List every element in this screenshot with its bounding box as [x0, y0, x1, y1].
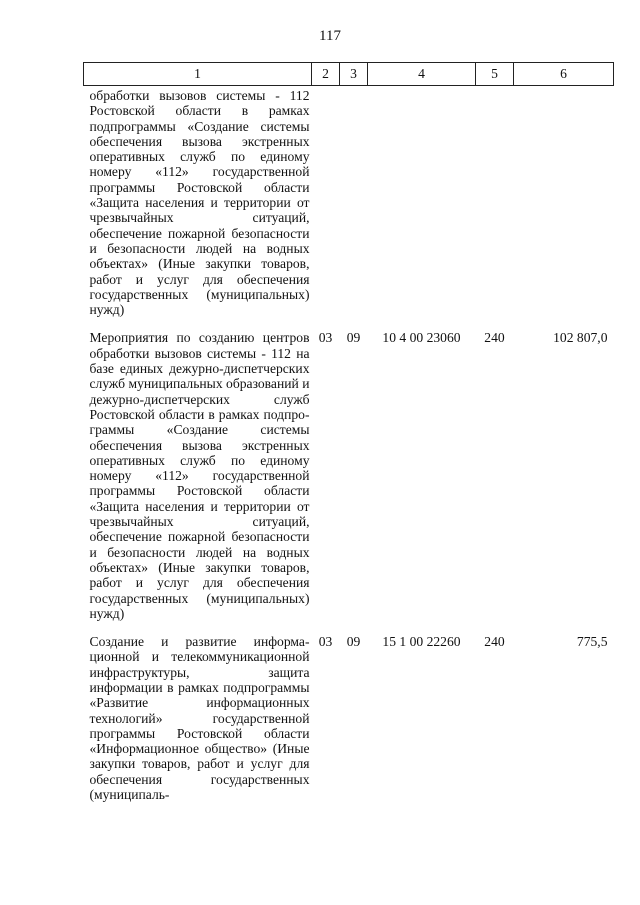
- table-row: [84, 317, 614, 621]
- row-description: Создание и развитие информационной и телекоммуникационной инфраструктуры, защита информации в рамках подпрограммы «Развитие информационных технологий» государственной программы Ростовской области «Информационное общество» (Иные закупки товаров, работ и услуг для обеспечения государственных (муниципаль-: [89, 634, 310, 803]
- table-row: [84, 86, 614, 318]
- row-target-article-code: 10 4 00 23060: [382, 330, 461, 346]
- row-target-article-code: [368, 86, 476, 318]
- column-header-2: 2: [312, 63, 340, 86]
- row-expense-type-code: [476, 86, 514, 318]
- row-amount: [514, 86, 614, 318]
- row-amount: 102 807,0: [553, 330, 608, 346]
- row-subsection-code: 09: [346, 634, 361, 650]
- row-expense-type-code: 240: [484, 634, 505, 650]
- table-row: [84, 621, 614, 802]
- row-section-code: 03: [318, 330, 333, 346]
- column-header-6: 6: [514, 63, 614, 86]
- page-number: 117: [319, 28, 341, 44]
- row-description: Мероприятия по созданию центров обработки вызовов системы - 112 на базе единых дежурно-диспетчерских служб муниципальных образований и дежурно-диспетчерских служб Ростовской области в рамках подпрограммы «Создание системы обеспечения вызова экстренных оперативных служб по единому номеру «112» государственной программы Ростовской области «Защита населения и территории от чрезвычайных ситуаций, обеспечение пожарной безопасности и безопасности людей на водных объектах» (Иные закупки товаров, работ и услуг для обеспечения государственных (муниципальных) нужд): [89, 330, 310, 621]
- row-amount: 775,5: [576, 634, 608, 650]
- row-section-code: [312, 86, 340, 318]
- row-target-article-code: 15 1 00 22260: [382, 634, 461, 650]
- column-header-1: 1: [84, 63, 312, 86]
- budget-table: [83, 62, 614, 802]
- row-subsection-code: 09: [346, 330, 361, 346]
- column-header-4: 4: [368, 63, 476, 86]
- row-subsection-code: [340, 86, 368, 318]
- row-expense-type-code: 240: [484, 330, 505, 346]
- column-header-5: 5: [476, 63, 514, 86]
- table-header-row: [84, 63, 614, 86]
- row-description: обработки вызовов системы - 112 Ростовской области в рамках подпрограммы «Создание системы обеспечения вызова экстренных оперативных служб по единому номеру «112» государственной программы Ростовской области «Защита населения и территории от чрезвычайных ситуаций, обеспечение пожарной безопасности и безопасности людей на водных объектах» (Иные закупки товаров, работ и услуг для обеспечения государственных (муниципальных) нужд): [89, 88, 310, 318]
- row-section-code: 03: [318, 634, 333, 650]
- column-header-3: 3: [340, 63, 368, 86]
